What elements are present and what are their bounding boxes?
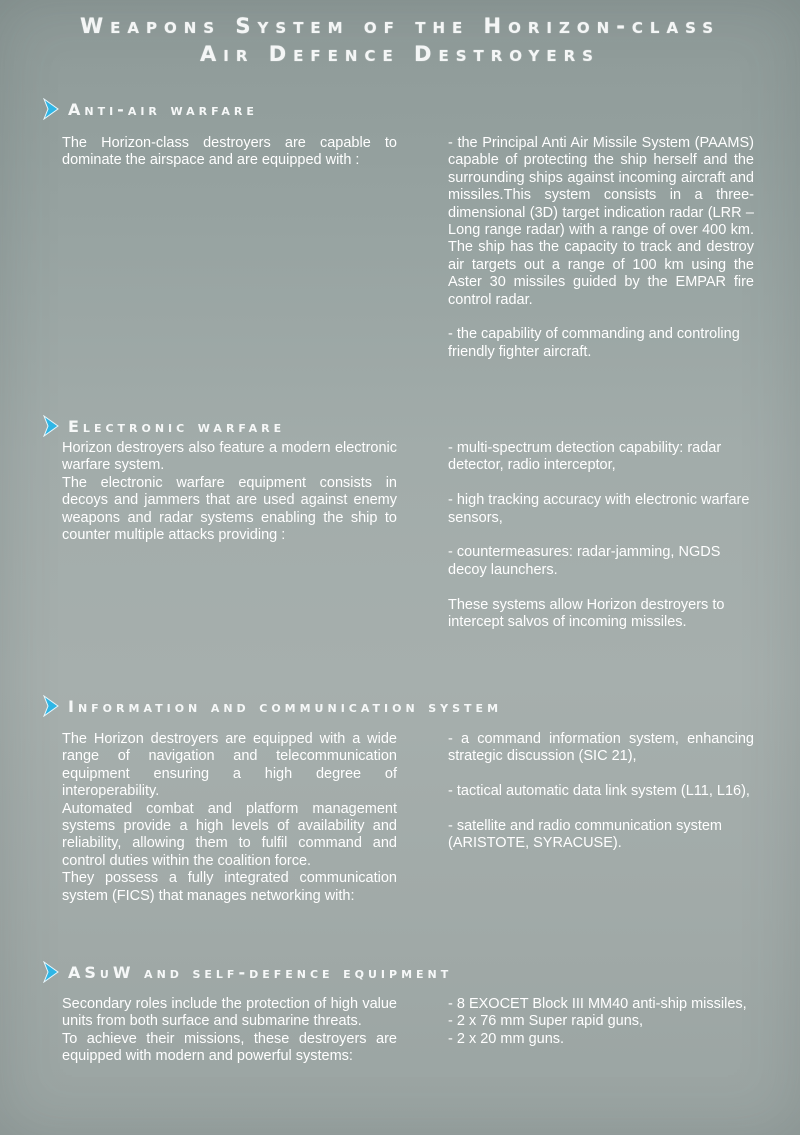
bullet-item: - satellite and radio communication system (ARISTOTE, SYRACUSE). bbox=[448, 818, 723, 852]
section-right-list bbox=[448, 731, 754, 853]
section-left-text bbox=[62, 996, 397, 1066]
paragraph: The Horizon-class destroyers are capable to dominate the airspace and are equipped with : bbox=[62, 135, 397, 169]
section-title: Anti-air warfare bbox=[68, 99, 258, 119]
section-heading-anti-air bbox=[42, 98, 258, 120]
section-heading-electronic bbox=[42, 415, 285, 437]
bullet-item: - the capability of commanding and controling friendly fighter aircraft. bbox=[448, 326, 740, 360]
chevron-right-icon bbox=[42, 695, 60, 717]
bullet-item: - the Principal Anti Air Missile System (PAAMS) capable of protecting the ship herself and the surrounding ships against incoming aircraft and missiles.This system consists in a three-dimensional (3D) target indication radar (LRR – Long range radar) with a range of over 400 km. The ship has the capacity to track and destroy air targets out a range of 100 km using the Aster 30 missiles guided by the EMPAR fire control radar. bbox=[448, 135, 754, 308]
bullet-item: - high tracking accuracy with electronic warfare sensors, bbox=[448, 492, 750, 526]
paragraph: The electronic warfare equipment consists in decoys and jammers that are used against enemy weapons and radar systems enabling the ship to counter multiple attacks providing : bbox=[62, 474, 397, 544]
section-right-list bbox=[448, 996, 754, 1048]
bullet-item: - 8 EXOCET Block III MM40 anti-ship missiles, bbox=[448, 996, 747, 1012]
chevron-right-icon bbox=[42, 415, 60, 437]
page-title-line-2: Air Defence Destroyers bbox=[200, 42, 600, 66]
section-left-text bbox=[62, 440, 397, 544]
paragraph: Horizon destroyers also feature a modern electronic warfare system. bbox=[62, 440, 397, 474]
chevron-right-icon bbox=[42, 98, 60, 120]
paragraph: Automated combat and platform management systems provide a high levels of availability and reliability, allowing them to fulfil command and control duties within the coalition force. bbox=[62, 800, 397, 869]
section-title: ASuW and self-defence equipment bbox=[68, 962, 453, 982]
bullet-item: - 2 x 76 mm Super rapid guns, bbox=[448, 1013, 644, 1030]
section-left-text bbox=[62, 731, 397, 905]
section-heading-asuw bbox=[42, 961, 452, 983]
bullet-item: - multi-spectrum detection capability: radar detector, radio interceptor, bbox=[448, 440, 722, 474]
closing-note: These systems allow Horizon destroyers to intercept salvos of incoming missiles. bbox=[448, 596, 725, 631]
section-title: Electronic warfare bbox=[68, 416, 286, 436]
paragraph: To achieve their missions, these destroyers are equipped with modern and powerful systems: bbox=[62, 1030, 397, 1065]
section-right-list bbox=[448, 440, 754, 631]
paragraph: They possess a fully integrated communication system (FICS) that manages networking with: bbox=[62, 870, 397, 904]
bullet-item: - countermeasures: radar-jamming, NGDS decoy launchers. bbox=[448, 544, 721, 578]
bullet-item: - tactical automatic data link system (L11, L16), bbox=[448, 783, 750, 800]
paragraph: The Horizon destroyers are equipped with a wide range of navigation and telecommunication equipment ensuring a high degree of interoperability. bbox=[62, 731, 397, 800]
section-right-list bbox=[448, 135, 754, 361]
section-left-text bbox=[62, 135, 397, 170]
bullet-item: - a command information system, enhancing strategic discussion (SIC 21), bbox=[448, 731, 754, 765]
paragraph: Secondary roles include the protection of high value units from both surface and submarine threats. bbox=[62, 996, 397, 1030]
section-title: Information and communication system bbox=[68, 696, 503, 716]
page-title-line-1: Weapons System of the Horizon-class bbox=[79, 14, 721, 38]
chevron-right-icon bbox=[42, 961, 60, 983]
bullet-item: - 2 x 20 mm guns. bbox=[448, 1030, 565, 1047]
section-heading-information bbox=[42, 695, 502, 717]
